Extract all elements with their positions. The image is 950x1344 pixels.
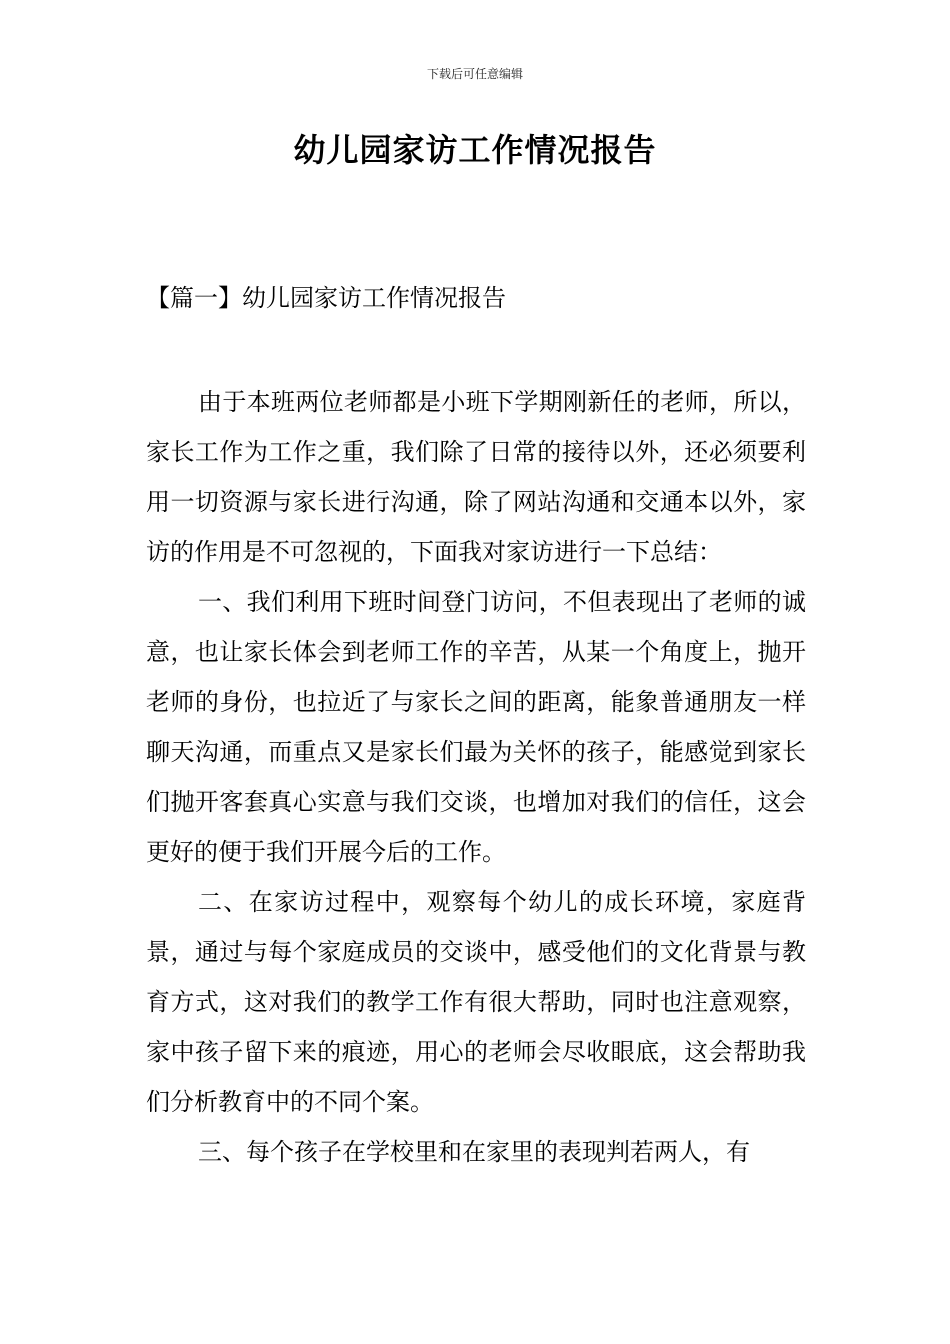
paragraph-point-one: 一、我们利用下班时间登门访问，不但表现出了老师的诚意，也让家长体会到老师工作的辛苦，从某一个角度上，抛开老师的身份，也拉近了与家长之间的距离，能象普通朋友一样聊天沟通，而重点又是家长们最为关怀的孩子，能感觉到家长们抛开客套真心实意与我们交谈，也增加对我们的信任，这会更好的便于我们开展今后的工作。 [146, 588, 806, 866]
section-heading: 【篇一】幼儿园家访工作情况报告 [146, 284, 506, 312]
paragraph-intro: 由于本班两位老师都是小班下学期刚新任的老师，所以，家长工作为工作之重，我们除了日常的接待以外，还必须要利用一切资源与家长进行沟通，除了网站沟通和交通本以外，家访的作用是不可忽视的，下面我对家访进行一下总结： [146, 388, 806, 566]
document-title: 幼儿园家访工作情况报告 [293, 131, 657, 169]
header-note: 下载后可任意编辑 [426, 67, 523, 81]
paragraph-point-two: 二、在家访过程中，观察每个幼儿的成长环境，家庭背景，通过与每个家庭成员的交谈中，感受他们的文化背景与教育方式，这对我们的教学工作有很大帮助，同时也注意观察，家中孩子留下来的痕迹，用心的老师会尽收眼底，这会帮助我们分析教育中的不同个案。 [146, 888, 806, 1116]
body-text [146, 377, 806, 1177]
paragraph-point-three: 三、每个孩子在学校里和在家里的表现判若两人，有 [198, 1138, 750, 1166]
